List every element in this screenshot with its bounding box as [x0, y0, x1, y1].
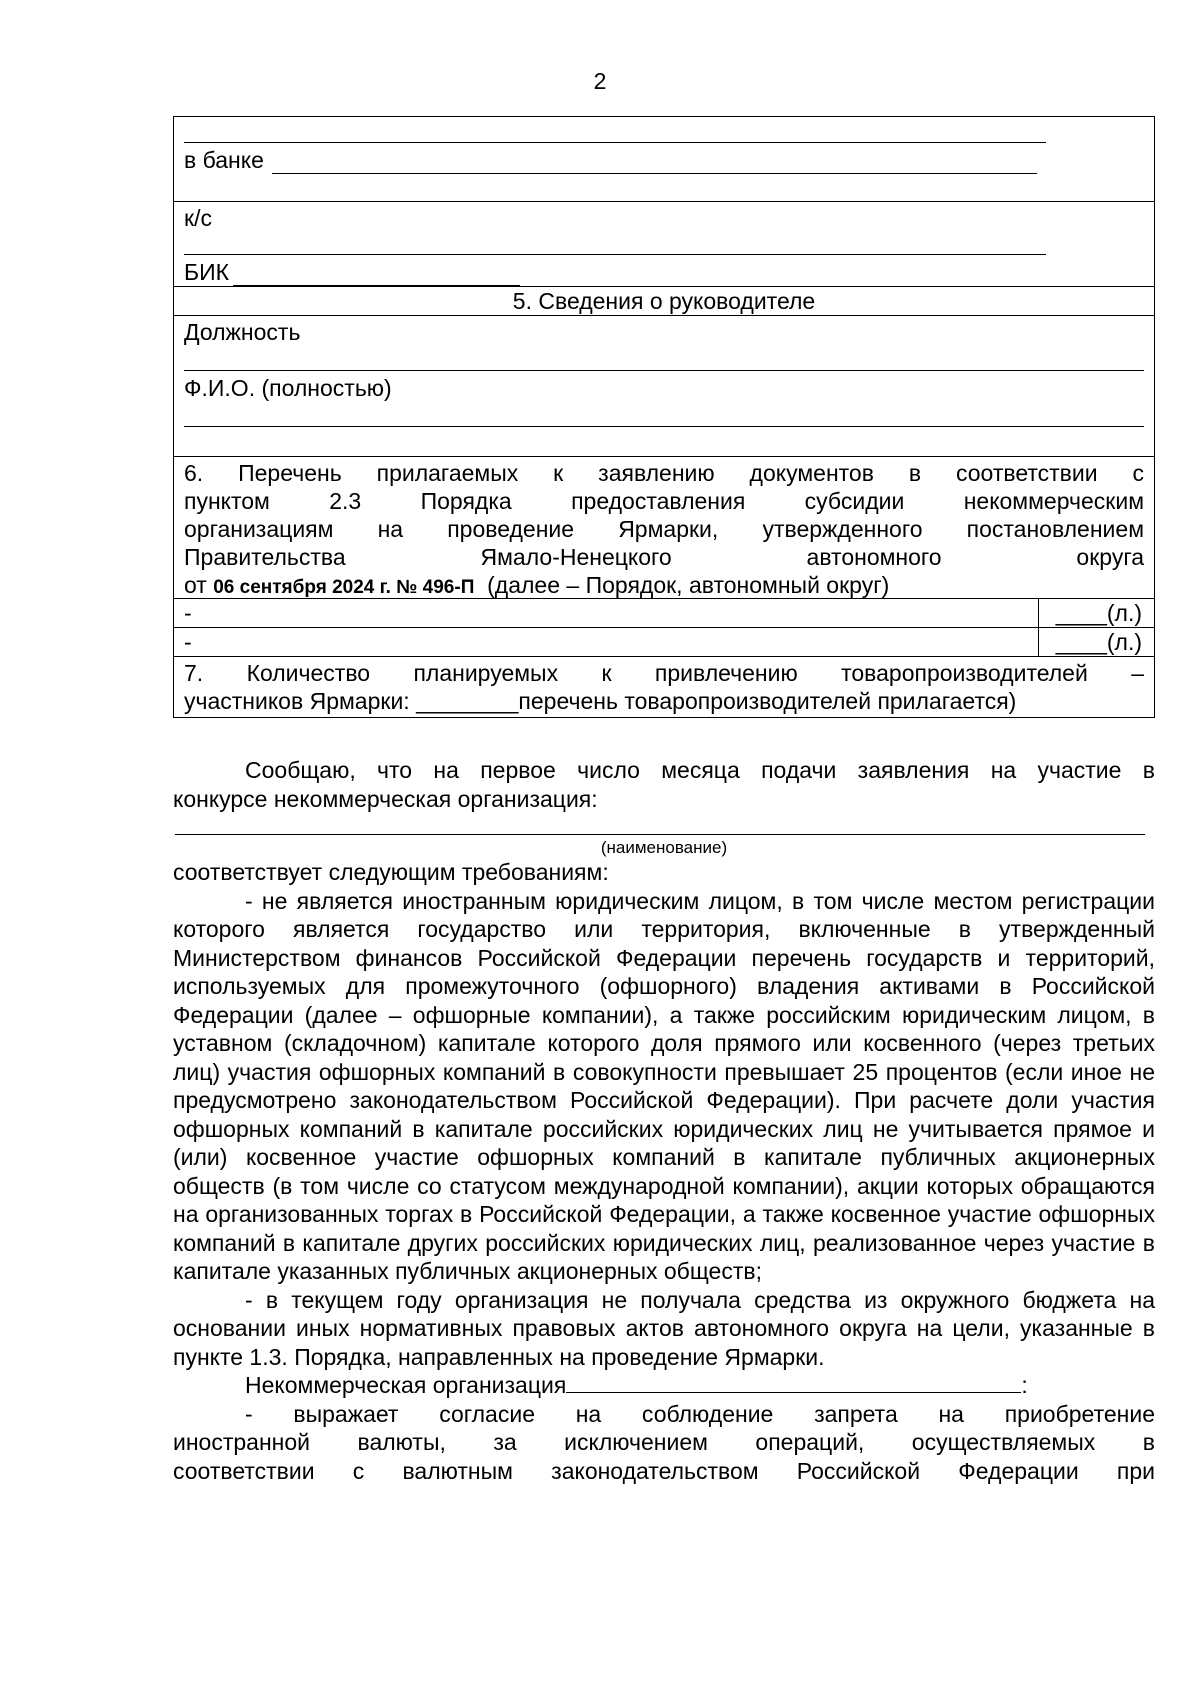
bank-section — [174, 117, 1154, 202]
section7-label: участников Ярмарки: — [184, 688, 410, 714]
document-row[interactable] — [174, 628, 1154, 657]
section6-from: от — [184, 572, 207, 598]
section7-note: перечень товаропроизводителей прилагается) — [518, 688, 1017, 714]
requirements-block — [173, 858, 1155, 1485]
document-row[interactable] — [174, 599, 1154, 628]
agreement-line: соответствии с валютным законодательством Российской Федерации при — [173, 1457, 1155, 1484]
org-name-caption: (наименование) — [600, 838, 728, 857]
org-name-input-line[interactable] — [175, 834, 1145, 835]
bik-label: БИК — [184, 259, 230, 285]
document-row-pages[interactable]: ____(л.) — [1055, 629, 1142, 655]
section7-line1: 7. Количество планируемых к привлечению товаропроизводителей – — [184, 660, 1144, 686]
bank-field[interactable] — [184, 146, 1037, 174]
ks-bik-section — [174, 202, 1154, 287]
position-label: Должность — [184, 319, 301, 345]
nko-name-input-line[interactable] — [566, 1372, 1021, 1393]
section6-line: организациям на проведение Ярмарки, утвержденного постановлением — [184, 516, 1144, 542]
section6-line: Правительства Ямало-Ненецкого автономного округа — [184, 544, 1144, 570]
section6 — [174, 457, 1154, 599]
bank-input-line[interactable] — [272, 151, 1037, 174]
head-info-section — [174, 316, 1154, 457]
bik-field[interactable] — [184, 258, 520, 286]
fio-input-line[interactable] — [184, 426, 1144, 427]
nko-line — [173, 1371, 1155, 1400]
page-number: 2 — [593, 68, 607, 94]
intro-line: Сообщаю, что на первое число месяца подачи заявления на участие в — [245, 757, 1155, 783]
bank-blank-line — [184, 142, 1046, 143]
document-row-name[interactable]: - — [174, 599, 1039, 627]
agreement-line: - выражает согласие на соблюдение запрета на приобретение — [245, 1400, 1155, 1427]
section6-line: 6. Перечень прилагаемых к заявлению документов в соответствии с — [184, 460, 1144, 486]
section6-tail: (далее – Порядок, автономный округ) — [487, 572, 890, 598]
agreement-line: иностранной валюты, за исключением операций, осуществляемых в — [173, 1429, 1155, 1455]
position-input-line[interactable] — [184, 370, 1144, 371]
requirement-item: - в текущем году организация не получала средства из окружного бюджета на основании иных нормативных правовых актов автономного округа на цели, указанные в пункте 1.3. Порядка, направленных на проведение Ярмарки. — [173, 1286, 1155, 1370]
ks-label: к/с — [184, 205, 212, 231]
section6-last-line — [184, 571, 1144, 602]
bik-input-line[interactable] — [233, 263, 520, 286]
section6-line: пунктом 2.3 Порядка предоставления субсидии некоммерческим — [184, 488, 1144, 514]
nko-colon: : — [1021, 1372, 1028, 1398]
document-row-pages[interactable]: ____(л.) — [1055, 600, 1142, 626]
document-row-name[interactable]: - — [174, 628, 1039, 656]
ks-input-line[interactable] — [184, 254, 1046, 255]
section7-line2 — [184, 687, 1144, 715]
requirements-intro: соответствует следующим требованиям: — [173, 859, 609, 885]
section5-title: 5. Сведения о руководителе — [174, 287, 1154, 316]
section7-count-blank[interactable]: ________ — [416, 688, 519, 714]
declaration-intro — [173, 756, 1155, 813]
bank-label: в банке — [184, 147, 264, 173]
section6-decree: 06 сентября 2024 г. № 496-П — [213, 577, 475, 598]
nko-label: Некоммерческая организация — [245, 1372, 567, 1398]
requirement-item: - не является иностранным юридическим лицом, в том числе местом регистрации которого является государство или территория, включенные в утвержденный Министерством финансов Российской Федерации перечень государств и территорий, используемых для промежуточного (офшорного) владения активами в Российской Федерации (далее – офшорные компании), а также российским юридическим лицом, в уставном (складочном) капитале которого доля прямого или косвенного (через третьих лиц) участия офшорных компаний в совокупности превышает 25 процентов (если иное не предусмотрено законодательством Российской Федерации). При расчете доли участия офшорных компаний в капитале российских юридических лиц не учитывается прямое и (или) косвенное участие офшорных компаний в капитале публичных акционерных обществ (в том числе со статусом международной компании), акции которых обращаются на организованных торгах в Российской Федерации, а также косвенное участие офшорных компаний в капитале других российских юридических лиц, реализованное через участие в капитале указанных публичных акционерных обществ; — [173, 887, 1155, 1284]
fio-label: Ф.И.О. (полностью) — [184, 375, 392, 401]
section7 — [174, 657, 1154, 717]
application-form-table — [173, 116, 1155, 718]
intro-line: конкурсе некоммерческая организация: — [173, 785, 598, 812]
